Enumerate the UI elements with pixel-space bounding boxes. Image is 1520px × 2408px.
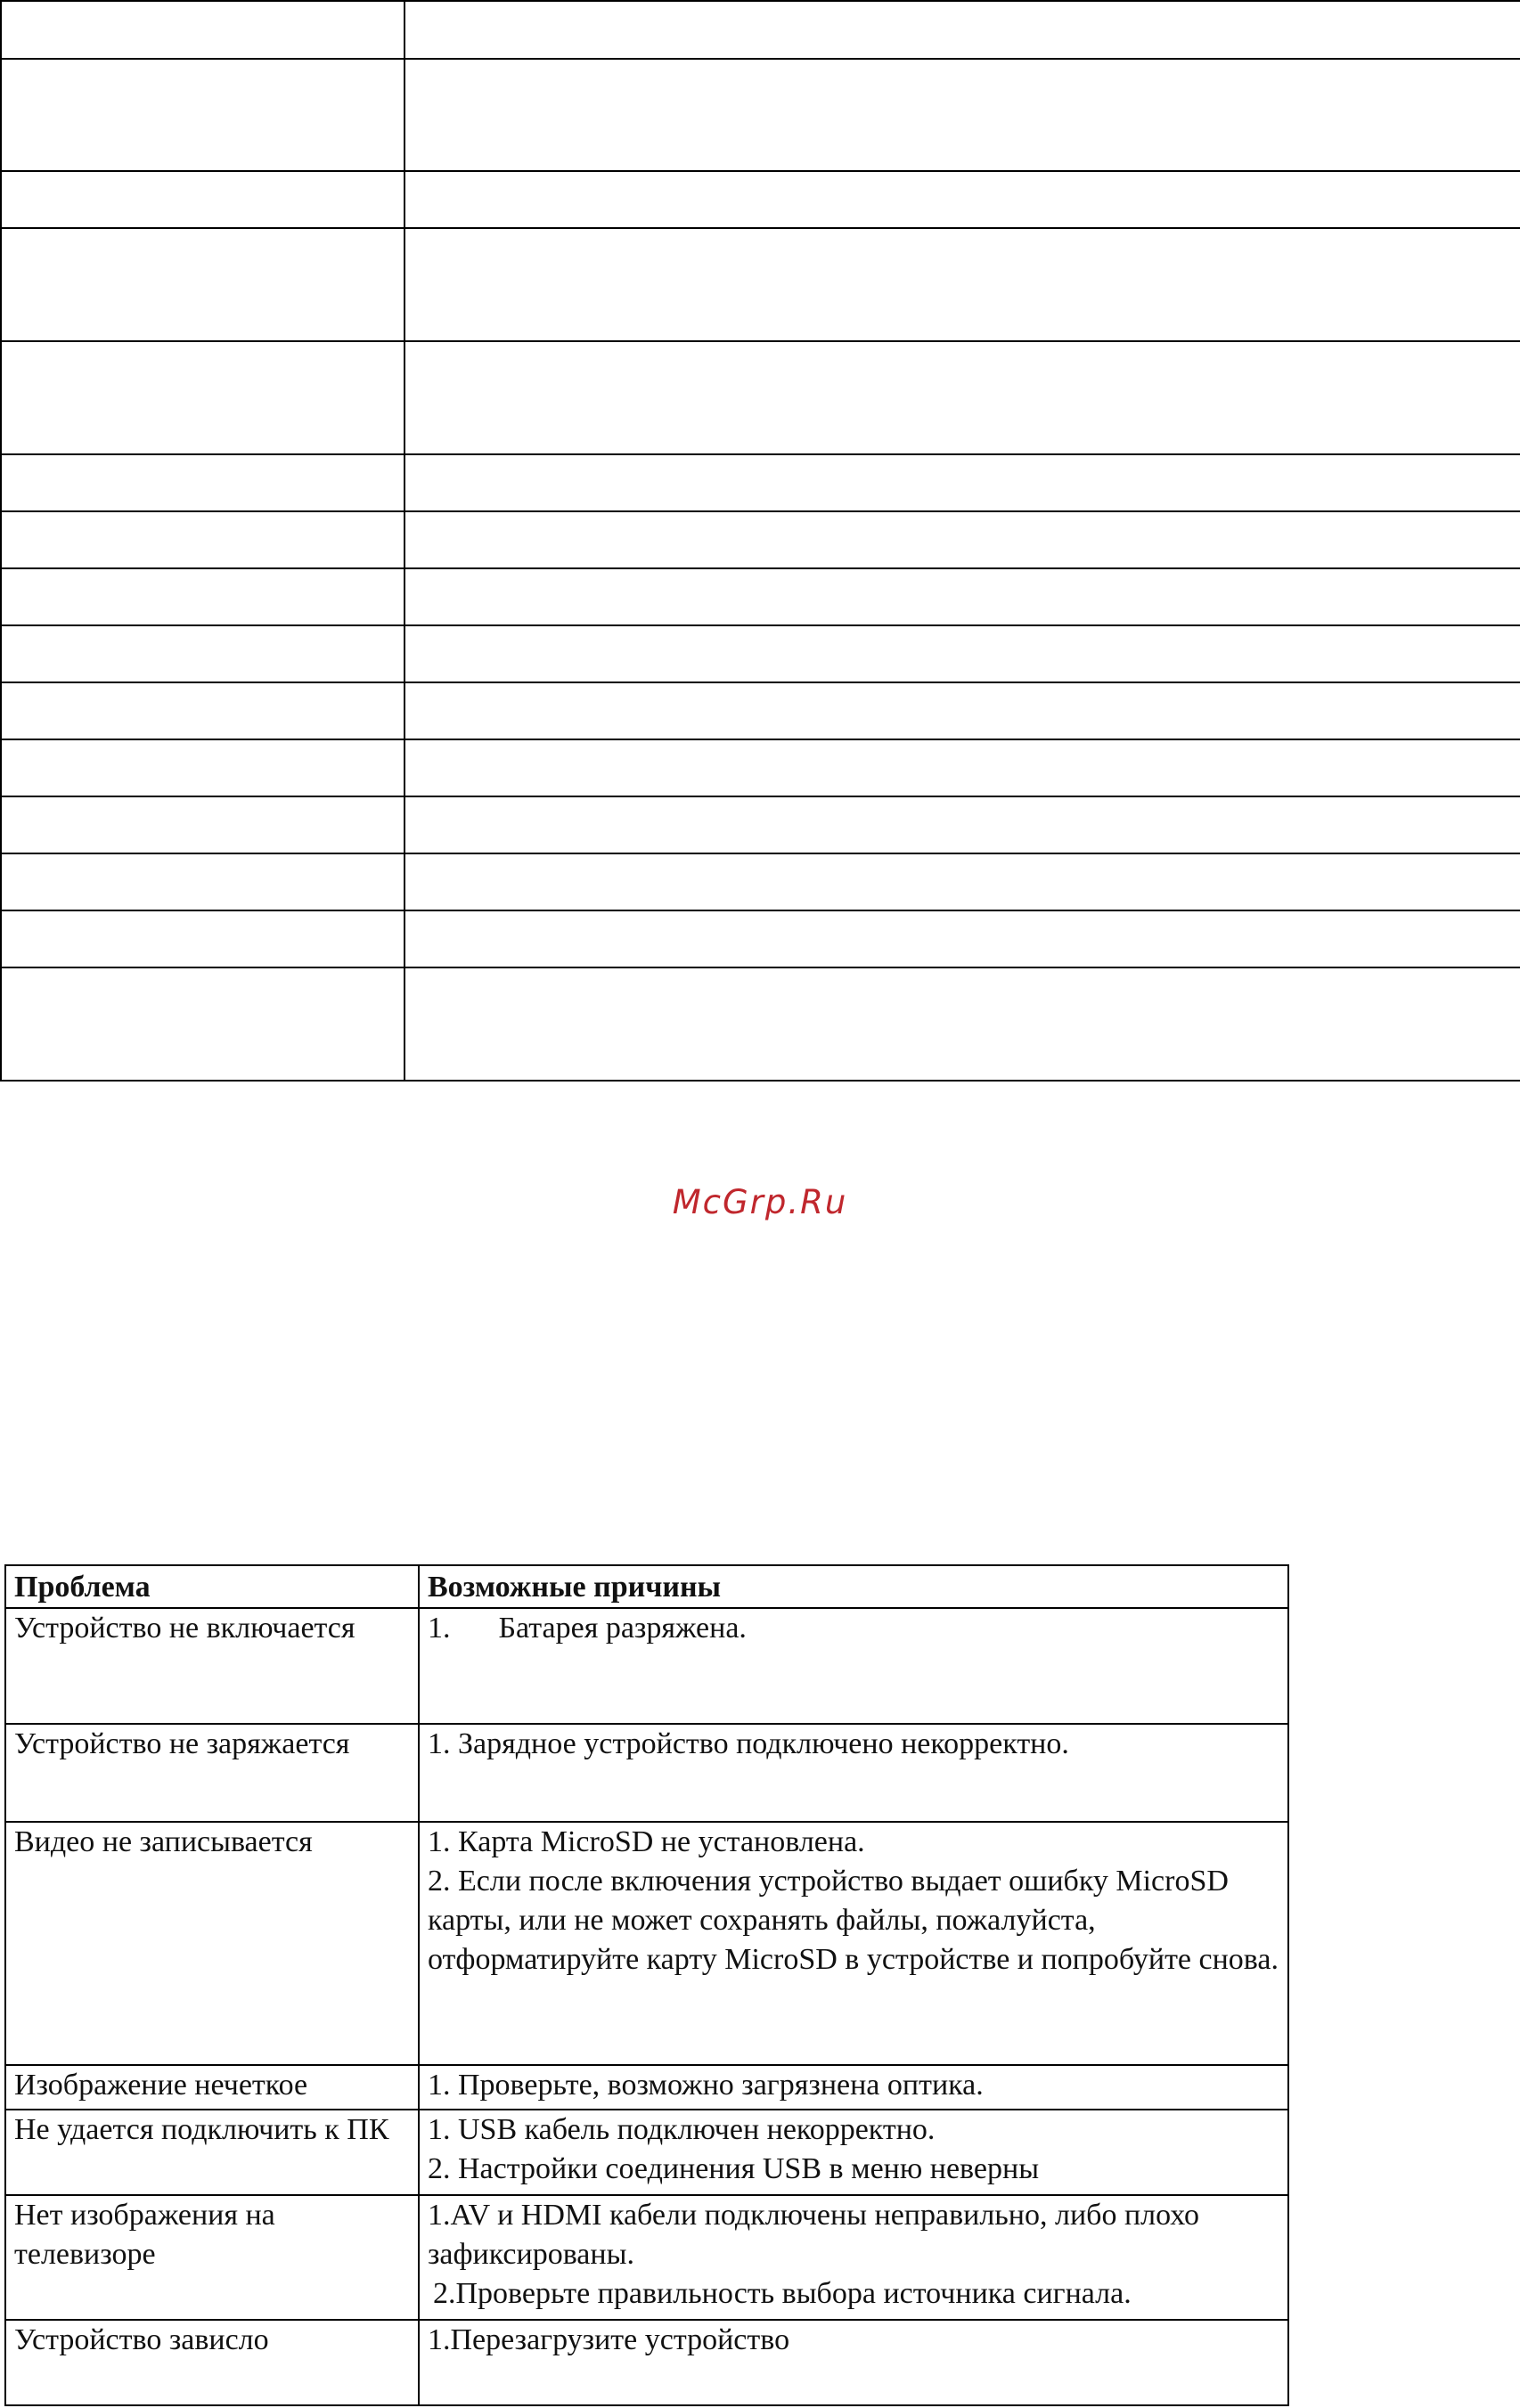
spec-row <box>1 853 1520 910</box>
cause-text: 1.Перезагрузите устройство <box>428 2323 790 2356</box>
problem-cell <box>5 2320 419 2405</box>
spec-cell <box>1 454 405 511</box>
problem-cell <box>5 1822 419 2065</box>
header-problem: Проблема <box>5 1565 419 1608</box>
spec-cell <box>1 59 405 171</box>
spec-cell <box>405 739 1520 796</box>
spec-row <box>1 341 1520 454</box>
spec-cell <box>405 228 1520 341</box>
cause-text: 2. Настройки соединения USB в меню неверны <box>428 2152 1040 2185</box>
spec-cell <box>1 568 405 625</box>
spec-row <box>1 682 1520 739</box>
spec-row <box>1 511 1520 568</box>
spec-cell <box>1 967 405 1081</box>
spec-row <box>1 59 1520 171</box>
spec-cell <box>1 228 405 341</box>
header-causes: Возможные причины <box>419 1565 1288 1608</box>
causes-cell <box>419 2195 1288 2320</box>
problem-cell <box>5 1608 419 1724</box>
spec-cell <box>1 910 405 967</box>
spec-cell <box>1 682 405 739</box>
causes-cell <box>419 1608 1288 1724</box>
spec-cell <box>1 796 405 853</box>
spec-cell <box>405 853 1520 910</box>
spec-cell <box>405 454 1520 511</box>
cause-text: 2. Если после включения устройство выдает ошибку MicroSD карты, или не может сохранять файлы, пожалуйста, отформатируйте карту MicroSD в устройстве и попробуйте снова. <box>428 1865 1279 1976</box>
table-row <box>5 2320 1288 2405</box>
spec-row <box>1 625 1520 682</box>
spec-row <box>1 967 1520 1081</box>
spec-cell <box>405 967 1520 1081</box>
spec-table-empty <box>0 0 1520 1082</box>
spec-cell <box>405 682 1520 739</box>
table-row <box>5 1724 1288 1822</box>
cause-text: 1. USB кабель подключен некорректно. <box>428 2113 936 2146</box>
table-row <box>5 1822 1288 2065</box>
spec-cell <box>405 1 1520 59</box>
table-row <box>5 2065 1288 2110</box>
spec-row <box>1 1 1520 59</box>
cause-text: Батарея разряжена. <box>498 1612 747 1645</box>
spec-row <box>1 910 1520 967</box>
problem-text: Видео не записывается <box>14 1825 313 1858</box>
causes-cell <box>419 2065 1288 2110</box>
cause-text: 1. Проверьте, возможно загрязнена оптика. <box>428 2069 984 2102</box>
spec-cell <box>405 171 1520 228</box>
spec-cell <box>405 59 1520 171</box>
problem-text: Не удается подключить к ПК <box>14 2113 389 2146</box>
causes-cell <box>419 1822 1288 2065</box>
causes-cell <box>419 2320 1288 2405</box>
spec-cell <box>405 910 1520 967</box>
spec-row <box>1 568 1520 625</box>
spec-cell <box>1 739 405 796</box>
troubleshooting-table <box>4 1564 1289 2406</box>
problem-cell <box>5 2110 419 2195</box>
cause-number: 1. <box>428 1612 451 1645</box>
problem-text: Устройство зависло <box>14 2323 269 2356</box>
problem-cell <box>5 2065 419 2110</box>
problem-text: Нет изображения на телевизоре <box>14 2199 275 2271</box>
table-row <box>5 2195 1288 2320</box>
causes-cell <box>419 1724 1288 1822</box>
cause-text: 1.AV и HDMI кабели подключены неправильно, либо плохо зафиксированы. <box>428 2199 1199 2271</box>
spec-cell <box>405 568 1520 625</box>
spec-row <box>1 228 1520 341</box>
spec-cell <box>405 341 1520 454</box>
spec-cell <box>405 511 1520 568</box>
spec-cell <box>1 1 405 59</box>
watermark-text: McGrp.Ru <box>672 1183 848 1221</box>
cause-text: 2.Проверьте правильность выбора источника сигнала. <box>433 2277 1132 2310</box>
spec-row <box>1 171 1520 228</box>
spec-cell <box>1 171 405 228</box>
spec-row <box>1 796 1520 853</box>
problem-cell <box>5 1724 419 1822</box>
cause-text: 1. Зарядное устройство подключено некорректно. <box>428 1727 1069 1760</box>
cause-text: 1. Карта MicroSD не установлена. <box>428 1825 865 1858</box>
spec-cell <box>405 625 1520 682</box>
spec-cell <box>1 341 405 454</box>
problem-text: Устройство не включается <box>14 1612 355 1645</box>
problem-text: Устройство не заряжается <box>14 1727 350 1760</box>
spec-row <box>1 739 1520 796</box>
problem-cell <box>5 2195 419 2320</box>
table-row <box>5 2110 1288 2195</box>
spec-cell <box>1 511 405 568</box>
spec-cell <box>1 853 405 910</box>
causes-cell <box>419 2110 1288 2195</box>
spec-cell <box>1 625 405 682</box>
spec-cell <box>405 796 1520 853</box>
problem-text: Изображение нечеткое <box>14 2069 308 2102</box>
spec-row <box>1 454 1520 511</box>
table-row <box>5 1608 1288 1724</box>
table-header-row <box>5 1565 1288 1608</box>
